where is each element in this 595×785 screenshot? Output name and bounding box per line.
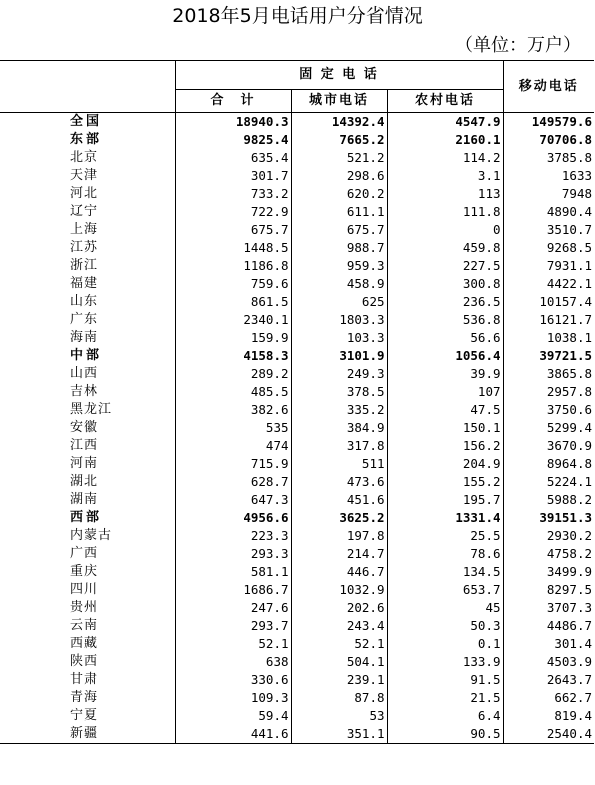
mobile-phone-cell: 5299.4: [546, 420, 592, 435]
rural-phone-cell: 195.7: [387, 491, 503, 509]
region-name-cell: 山东: [0, 293, 175, 311]
fixed-total-cell: 2340.1: [175, 311, 291, 329]
table-row: [0, 473, 594, 491]
mobile-phone-cell: 3707.3: [546, 600, 592, 615]
mobile-phone-cell: 16121.7: [539, 312, 592, 327]
urban-phone-cell: 988.7: [291, 239, 387, 257]
table-row: [0, 437, 594, 455]
fixed-total-cell: 293.3: [175, 545, 291, 563]
urban-phone-cell: 14392.4: [291, 113, 387, 132]
urban-phone-cell: 52.1: [291, 635, 387, 653]
fixed-total-cell: 722.9: [175, 203, 291, 221]
urban-phone-cell: 384.9: [291, 419, 387, 437]
urban-phone-cell: 1032.9: [291, 581, 387, 599]
rural-phone-cell: 113: [387, 185, 503, 203]
rural-phone-cell: 107: [387, 383, 503, 401]
fixed-total-cell: 159.9: [175, 329, 291, 347]
region-name-cell: 江西: [0, 437, 175, 455]
rural-phone-cell: 536.8: [387, 311, 503, 329]
region-name-cell: 北京: [0, 149, 175, 167]
table-row: [0, 365, 594, 383]
mobile-phone-cell: 1038.1: [546, 330, 592, 345]
region-name-cell: 东部: [0, 131, 175, 149]
table-row: [0, 131, 594, 149]
rural-phone-cell: 653.7: [387, 581, 503, 599]
rural-phone-cell: 4547.9: [387, 113, 503, 132]
mobile-phone-cell: 2957.8: [546, 384, 592, 399]
mobile-phone-cell: 3499.9: [546, 564, 592, 579]
urban-phone-cell: 959.3: [291, 257, 387, 275]
mobile-phone-cell: 2540.4: [503, 725, 594, 744]
table-row: [0, 653, 594, 671]
fixed-total-cell: 675.7: [175, 221, 291, 239]
region-name-cell: 中部: [0, 347, 175, 365]
region-name-cell: 甘肃: [0, 671, 175, 689]
mobile-phone-cell: 4486.7: [546, 618, 592, 633]
fixed-total-cell: 1448.5: [175, 239, 291, 257]
region-name-cell: 湖北: [0, 473, 175, 491]
mobile-phone-cell: 1633: [561, 168, 592, 183]
urban-phone-cell: 103.3: [291, 329, 387, 347]
rural-phone-cell: 0: [387, 221, 503, 239]
table-row: [0, 383, 594, 401]
rural-phone-cell: 155.2: [387, 473, 503, 491]
urban-phone-cell: 53: [291, 707, 387, 725]
mobile-phone-cell: 3750.6: [546, 402, 592, 417]
phone-users-table: [0, 60, 594, 744]
urban-phone-cell: 1803.3: [291, 311, 387, 329]
urban-phone-cell: 317.8: [291, 437, 387, 455]
rural-phone-cell: 114.2: [387, 149, 503, 167]
header-mobile: 移动电话: [503, 61, 594, 113]
mobile-phone-cell: 2643.7: [546, 672, 592, 687]
rural-phone-cell: 459.8: [387, 239, 503, 257]
region-name-cell: 西藏: [0, 635, 175, 653]
header-fixed-phone: 固 定 电 话: [175, 61, 503, 90]
urban-phone-cell: 511: [291, 455, 387, 473]
rural-phone-cell: 21.5: [387, 689, 503, 707]
fixed-total-cell: 474: [175, 437, 291, 455]
rural-phone-cell: 236.5: [387, 293, 503, 311]
urban-phone-cell: 351.1: [291, 725, 387, 744]
rural-phone-cell: 204.9: [387, 455, 503, 473]
fixed-total-cell: 4158.3: [175, 347, 291, 365]
fixed-total-cell: 330.6: [175, 671, 291, 689]
table-row: [0, 311, 594, 329]
urban-phone-cell: 620.2: [291, 185, 387, 203]
table-row: [0, 419, 594, 437]
table-row: [0, 725, 594, 744]
region-name-cell: 吉林: [0, 383, 175, 401]
rural-phone-cell: 56.6: [387, 329, 503, 347]
urban-phone-cell: 625: [291, 293, 387, 311]
table-row: [0, 581, 594, 599]
header-total: 合 计: [175, 90, 291, 113]
region-name-cell: 广东: [0, 311, 175, 329]
region-name-cell: 内蒙古: [0, 527, 175, 545]
mobile-phone-cell: 4890.4: [546, 204, 592, 219]
fixed-total-cell: 18940.3: [175, 113, 291, 132]
urban-phone-cell: 446.7: [291, 563, 387, 581]
fixed-total-cell: 638: [175, 653, 291, 671]
fixed-total-cell: 628.7: [175, 473, 291, 491]
table-row: [0, 509, 594, 527]
fixed-total-cell: 4956.6: [175, 509, 291, 527]
fixed-total-cell: 289.2: [175, 365, 291, 383]
mobile-phone-cell: 301.4: [554, 636, 592, 651]
rural-phone-cell: 90.5: [387, 725, 503, 744]
fixed-total-cell: 715.9: [175, 455, 291, 473]
fixed-total-cell: 247.6: [175, 599, 291, 617]
region-name-cell: 四川: [0, 581, 175, 599]
urban-phone-cell: 335.2: [291, 401, 387, 419]
region-name-cell: 河北: [0, 185, 175, 203]
rural-phone-cell: 1056.4: [387, 347, 503, 365]
rural-phone-cell: 78.6: [387, 545, 503, 563]
fixed-total-cell: 535: [175, 419, 291, 437]
region-name-cell: 海南: [0, 329, 175, 347]
region-name-cell: 河南: [0, 455, 175, 473]
table-row: [0, 401, 594, 419]
mobile-phone-cell: 8297.5: [546, 582, 592, 597]
table-row: [0, 203, 594, 221]
rural-phone-cell: 6.4: [387, 707, 503, 725]
fixed-total-cell: 301.7: [175, 167, 291, 185]
fixed-total-cell: 485.5: [175, 383, 291, 401]
fixed-total-cell: 635.4: [175, 149, 291, 167]
mobile-phone-cell: 4503.9: [546, 654, 592, 669]
table-row: [0, 527, 594, 545]
fixed-total-cell: 382.6: [175, 401, 291, 419]
rural-phone-cell: 91.5: [387, 671, 503, 689]
mobile-phone-cell: 3785.8: [546, 150, 592, 165]
region-name-cell: 江苏: [0, 239, 175, 257]
urban-phone-cell: 521.2: [291, 149, 387, 167]
mobile-phone-cell: 10157.4: [539, 294, 592, 309]
fixed-total-cell: 59.4: [175, 707, 291, 725]
fixed-total-cell: 1686.7: [175, 581, 291, 599]
table-row: [0, 617, 594, 635]
region-name-cell: 广西: [0, 545, 175, 563]
page-title: 2018年5月电话用户分省情况: [172, 5, 423, 27]
urban-phone-cell: 378.5: [291, 383, 387, 401]
table-row: [0, 275, 594, 293]
region-name-cell: 陕西: [0, 653, 175, 671]
urban-phone-cell: 87.8: [291, 689, 387, 707]
table-row: [0, 221, 594, 239]
table-row: [0, 293, 594, 311]
mobile-phone-cell: 3510.7: [546, 222, 592, 237]
table-row: [0, 113, 594, 132]
region-name-cell: 新疆: [0, 725, 175, 744]
region-name-cell: 重庆: [0, 563, 175, 581]
region-name-cell: 全国: [0, 113, 175, 132]
mobile-phone-cell: 5988.2: [546, 492, 592, 507]
unit-label: （单位：万户）: [455, 35, 581, 56]
urban-phone-cell: 249.3: [291, 365, 387, 383]
rural-phone-cell: 47.5: [387, 401, 503, 419]
table-row: [0, 185, 594, 203]
rural-phone-cell: 134.5: [387, 563, 503, 581]
table-row: [0, 545, 594, 563]
urban-phone-cell: 675.7: [291, 221, 387, 239]
table-row: [0, 149, 594, 167]
mobile-phone-cell: 662.7: [554, 690, 592, 705]
mobile-phone-cell: 3670.9: [546, 438, 592, 453]
rural-phone-cell: 150.1: [387, 419, 503, 437]
region-name-cell: 上海: [0, 221, 175, 239]
urban-phone-cell: 197.8: [291, 527, 387, 545]
urban-phone-cell: 3625.2: [291, 509, 387, 527]
region-name-cell: 宁夏: [0, 707, 175, 725]
mobile-phone-cell: 819.4: [554, 708, 592, 723]
urban-phone-cell: 504.1: [291, 653, 387, 671]
fixed-total-cell: 293.7: [175, 617, 291, 635]
region-name-cell: 山西: [0, 365, 175, 383]
table-row: [0, 491, 594, 509]
rural-phone-cell: 25.5: [387, 527, 503, 545]
fixed-total-cell: 223.3: [175, 527, 291, 545]
rural-phone-cell: 39.9: [387, 365, 503, 383]
mobile-phone-cell: 3865.8: [546, 366, 592, 381]
table-row: [0, 167, 594, 185]
urban-phone-cell: 298.6: [291, 167, 387, 185]
fixed-total-cell: 52.1: [175, 635, 291, 653]
rural-phone-cell: 1331.4: [387, 509, 503, 527]
header-row-1: [0, 61, 594, 90]
rural-phone-cell: 227.5: [387, 257, 503, 275]
urban-phone-cell: 611.1: [291, 203, 387, 221]
table-row: [0, 707, 594, 725]
fixed-total-cell: 441.6: [175, 725, 291, 744]
urban-phone-cell: 7665.2: [291, 131, 387, 149]
mobile-phone-cell: 70706.8: [539, 132, 592, 147]
urban-phone-cell: 239.1: [291, 671, 387, 689]
mobile-phone-cell: 9268.5: [546, 240, 592, 255]
mobile-phone-cell: 2930.2: [546, 528, 592, 543]
region-name-cell: 浙江: [0, 257, 175, 275]
mobile-phone-cell: 4758.2: [546, 546, 592, 561]
fixed-total-cell: 861.5: [175, 293, 291, 311]
table-row: [0, 239, 594, 257]
urban-phone-cell: 202.6: [291, 599, 387, 617]
table-row: [0, 347, 594, 365]
mobile-phone-cell: 39721.5: [539, 348, 592, 363]
rural-phone-cell: 156.2: [387, 437, 503, 455]
mobile-phone-cell: 8964.8: [546, 456, 592, 471]
region-name-cell: 福建: [0, 275, 175, 293]
mobile-phone-cell: 149579.6: [531, 114, 592, 129]
header-urban: 城市电话: [291, 90, 387, 113]
region-name-cell: 辽宁: [0, 203, 175, 221]
fixed-total-cell: 1186.8: [175, 257, 291, 275]
rural-phone-cell: 111.8: [387, 203, 503, 221]
rural-phone-cell: 50.3: [387, 617, 503, 635]
region-name-cell: 贵州: [0, 599, 175, 617]
mobile-phone-cell: 4422.1: [546, 276, 592, 291]
mobile-phone-cell: 7948: [561, 186, 592, 201]
mobile-phone-cell: 39151.3: [539, 510, 592, 525]
mobile-phone-cell: 7931.1: [546, 258, 592, 273]
table-row: [0, 671, 594, 689]
region-name-cell: 西部: [0, 509, 175, 527]
region-name-cell: 安徽: [0, 419, 175, 437]
rural-phone-cell: 133.9: [387, 653, 503, 671]
fixed-total-cell: 647.3: [175, 491, 291, 509]
table-row: [0, 689, 594, 707]
table-row: [0, 563, 594, 581]
urban-phone-cell: 458.9: [291, 275, 387, 293]
table-row: [0, 455, 594, 473]
fixed-total-cell: 581.1: [175, 563, 291, 581]
region-name-cell: 湖南: [0, 491, 175, 509]
table-row: [0, 329, 594, 347]
table-row: [0, 257, 594, 275]
urban-phone-cell: 243.4: [291, 617, 387, 635]
rural-phone-cell: 0.1: [387, 635, 503, 653]
header-region-cell: [0, 61, 175, 113]
mobile-phone-cell: 5224.1: [546, 474, 592, 489]
fixed-total-cell: 759.6: [175, 275, 291, 293]
region-name-cell: 青海: [0, 689, 175, 707]
rural-phone-cell: 300.8: [387, 275, 503, 293]
fixed-total-cell: 733.2: [175, 185, 291, 203]
rural-phone-cell: 2160.1: [387, 131, 503, 149]
rural-phone-cell: 3.1: [387, 167, 503, 185]
urban-phone-cell: 473.6: [291, 473, 387, 491]
region-name-cell: 天津: [0, 167, 175, 185]
urban-phone-cell: 214.7: [291, 545, 387, 563]
table-row: [0, 635, 594, 653]
table-row: [0, 599, 594, 617]
region-name-cell: 云南: [0, 617, 175, 635]
urban-phone-cell: 3101.9: [291, 347, 387, 365]
fixed-total-cell: 9825.4: [175, 131, 291, 149]
region-name-cell: 黑龙江: [0, 401, 175, 419]
fixed-total-cell: 109.3: [175, 689, 291, 707]
header-rural: 农村电话: [387, 90, 503, 113]
urban-phone-cell: 451.6: [291, 491, 387, 509]
rural-phone-cell: 45: [387, 599, 503, 617]
